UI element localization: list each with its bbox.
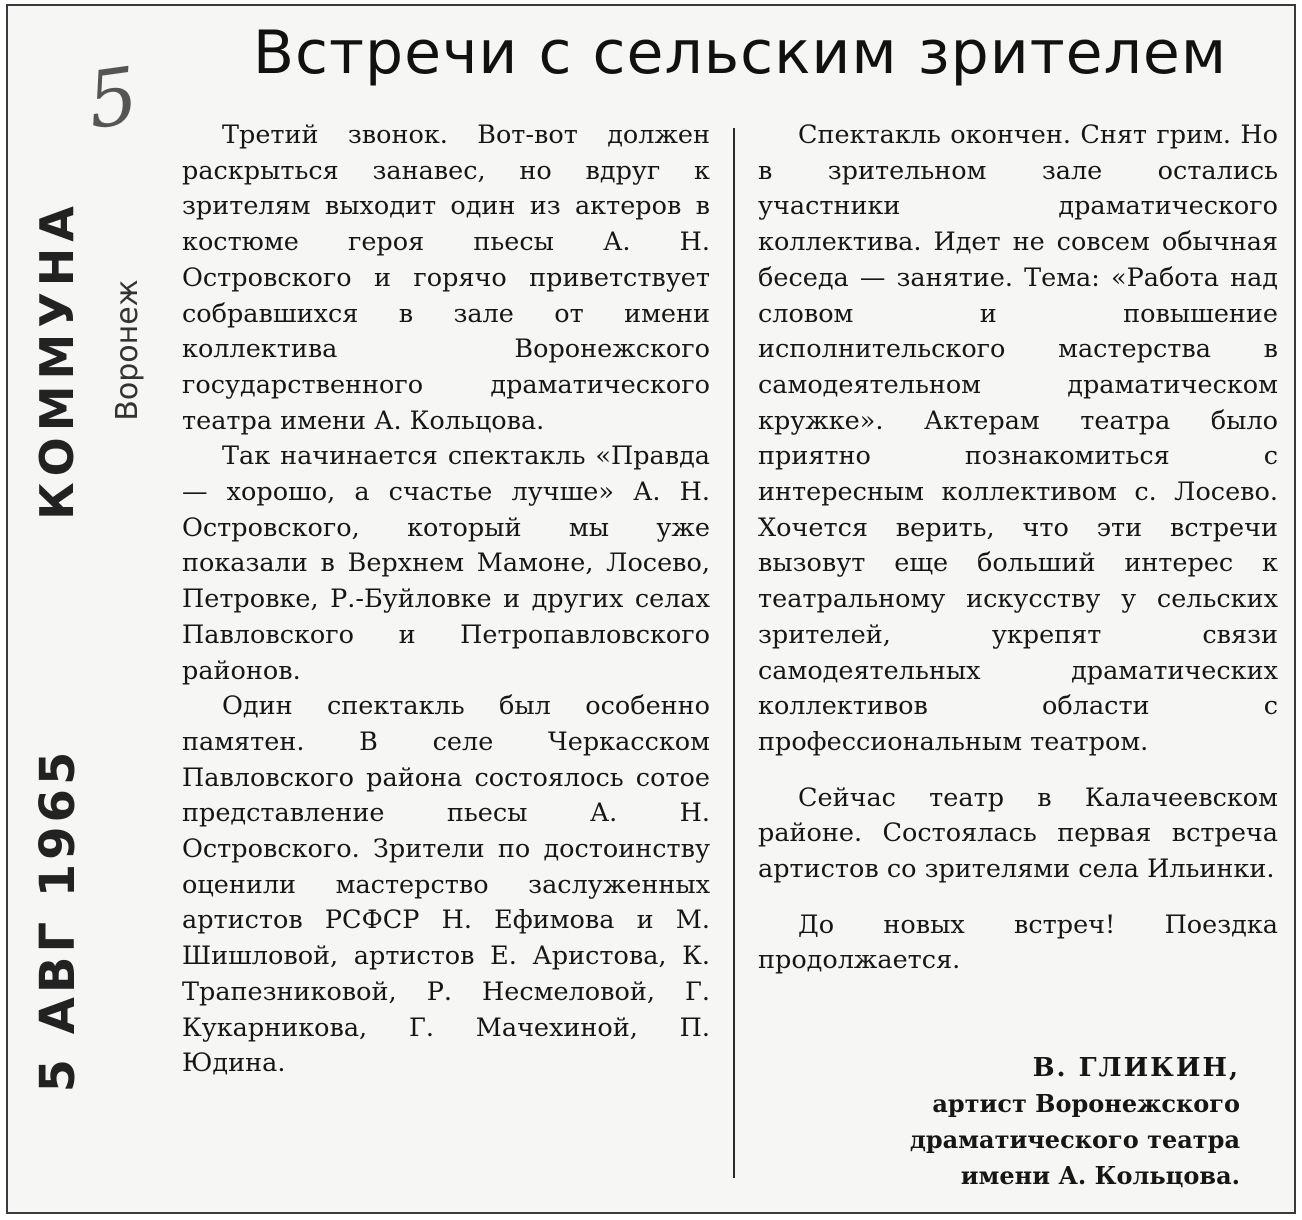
article-column-right bbox=[758, 118, 1278, 979]
author-signature bbox=[820, 1050, 1240, 1194]
handwritten-number: 5 bbox=[81, 50, 144, 148]
stamp-date: 5 АВГ 1965 bbox=[30, 747, 86, 1093]
article-column-left bbox=[182, 118, 710, 1082]
author-title-line: имени А. Кольцова. bbox=[960, 1161, 1240, 1190]
stamp-newspaper-name: КОММУНА bbox=[30, 200, 84, 520]
article-headline: Встречи с сельским зрителем bbox=[252, 18, 1228, 88]
paragraph: Спектакль окончен. Снят грим. Но в зрительном зале остались участники драматического коллектива. Идет не совсем обычная беседа — занятие. Тема: «Работа над словом и повышение исполнительского мастерства в самодеятельном драматическом кружке». Актерам театра было приятно познакомиться с интересным коллективом с. Лосево. Хочется верить, что эти встречи вызовут еще больший интерес к театральному искусству у сельских зрителей, укрепят связи самодеятельных драматических коллективов области с профессиональным театром. bbox=[758, 120, 1278, 757]
archive-stamp bbox=[30, 10, 145, 1110]
paragraph: До новых встреч! Поездка продолжается. bbox=[758, 909, 1278, 976]
column-divider bbox=[733, 128, 735, 1178]
author-name: В. ГЛИКИН, bbox=[1032, 1053, 1240, 1083]
paragraph: Сейчас театр в Калачеевском районе. Состоялась первая встреча артистов со зрителями села Ильинки. bbox=[758, 782, 1278, 885]
paragraph: Один спектакль был особенно памятен. В селе Черкасском Павловского района состоялось сотое представление пьесы А. Н. Островского. Зрители по достоинству оценили мастерство заслуженных артистов РСФСР Н. Ефимова и М. Шишловой, артистов Е. Аристова, К. Трапезниковой, Р. Несмеловой, Г. Кукарникова, Г. Мачехиной, П. Юдина. bbox=[182, 691, 710, 1079]
paragraph: Третий звонок. Вот-вот должен раскрыться занавес, но вдруг к зрителям выходит один из актеров в костюме героя пьесы А. Н. Островского и горячо приветствует собравшихся в зале от имени коллектива Воронежского государственного драматического театра имени А. Кольцова. bbox=[182, 120, 710, 436]
author-title-line: артист Воронежского bbox=[932, 1089, 1240, 1118]
author-title-line: драматического театра bbox=[909, 1125, 1240, 1154]
paragraph: Так начинается спектакль «Правда — хорошо, а счастье лучше» А. Н. Островского, который мы уже показали в Верхнем Мамоне, Лосево, Петровке, Р.-Буйловке и других селах Павловского и Петропавловского районов. bbox=[182, 441, 710, 686]
stamp-city: Воронеж bbox=[110, 279, 145, 421]
